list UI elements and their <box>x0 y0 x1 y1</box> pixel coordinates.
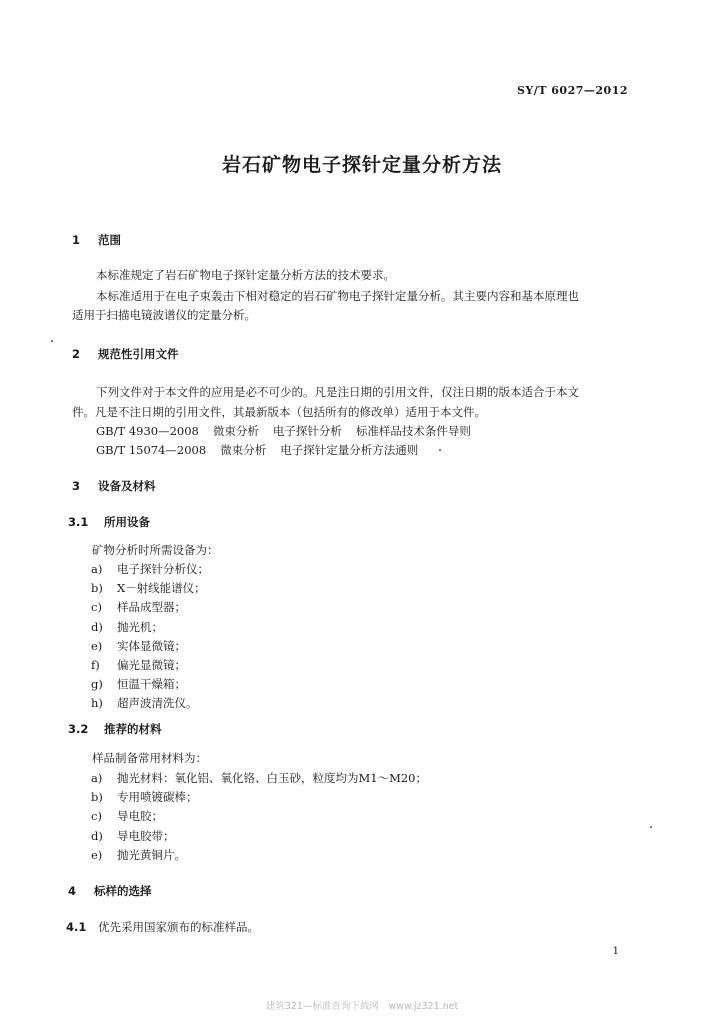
paragraph: 本标准适用于在电子束轰击下相对稳定的岩石矿物电子探针定量分析。其主要内容和基本原理也 <box>96 289 579 303</box>
list-item-text: 专用喷镀碳棒； <box>117 790 198 805</box>
list-marker: a) <box>91 771 103 785</box>
list-item <box>91 561 209 577</box>
list-marker: c) <box>91 809 102 824</box>
paragraph-continuation: 件。凡是不注日期的引用文件，其最新版本（包括所有的修改单）适用于本文件。 <box>72 405 486 419</box>
subsection-3-2-heading <box>68 721 162 737</box>
list-item-text: 电子探针分析仪； <box>117 562 209 576</box>
section-number: 1 <box>72 233 81 247</box>
reference-description: 标准样品技术条件导则 <box>355 424 471 438</box>
section-title: 设备及材料 <box>98 479 156 493</box>
list-marker: h) <box>91 696 103 711</box>
list-item <box>91 808 163 824</box>
document-title: 岩石矿物电子探针定量分析方法 <box>221 154 502 176</box>
list-item <box>91 789 198 805</box>
scan-speck <box>439 449 441 451</box>
paragraph-continuation: 适用于扫描电镜波谱仪的定量分析。 <box>72 308 256 322</box>
list-item <box>91 828 175 844</box>
reference-code: GB/T 4930—2008 <box>96 424 199 438</box>
list-item-text: 恒温干燥箱； <box>117 677 186 692</box>
normative-reference <box>96 442 432 458</box>
watermark: 建筑321—标准查询下载网 www.jz321.net <box>265 1001 459 1012</box>
list-item <box>91 695 198 711</box>
list-marker: f) <box>91 658 100 672</box>
list-item-text: 偏光显微镜； <box>117 658 186 672</box>
section-4-heading <box>68 883 152 899</box>
list-item <box>91 770 427 786</box>
page-number: 1 <box>612 946 619 957</box>
list-marker: e) <box>91 638 103 653</box>
subsection-title: 所用设备 <box>104 515 150 529</box>
list-item-text: 抛光材料：氧化铝、氧化铬、白玉砂，粒度均为M1～M20； <box>117 771 427 785</box>
section-number: 3 <box>72 479 81 493</box>
list-marker: d) <box>91 828 103 843</box>
list-marker: c) <box>91 600 102 615</box>
list-item-text: X－射线能谱仪； <box>117 581 206 596</box>
reference-subtitle: 电子探针分析 <box>272 424 342 438</box>
list-marker: a) <box>91 562 103 576</box>
list-item-text: 抛光机； <box>117 619 163 634</box>
normative-reference <box>96 423 485 439</box>
paragraph: 本标准规定了岩石矿物电子探针定量分析方法的技术要求。 <box>96 268 395 282</box>
list-item-text: 抛光黄铜片。 <box>117 847 186 862</box>
reference-code: GB/T 15074—2008 <box>96 443 207 457</box>
list-item <box>91 676 186 692</box>
section-title: 标样的选择 <box>94 884 152 898</box>
subsection-3-1-heading <box>68 514 150 530</box>
list-item <box>91 599 186 615</box>
section-title: 规范性引用文件 <box>98 347 179 361</box>
list-item <box>91 638 186 654</box>
scan-speck <box>650 826 652 828</box>
section-1-heading <box>72 232 121 248</box>
list-item-text: 导电胶； <box>117 809 163 824</box>
subsection-number: 3.1 <box>68 515 89 529</box>
list-item <box>91 847 186 863</box>
reference-title: 微束分析 <box>220 443 267 457</box>
paragraph: 下列文件对于本文件的应用是必不可少的。凡是注日期的引用文件，仅注日期的版本适合于本文 <box>96 385 579 399</box>
list-item-text: 导电胶带； <box>117 828 175 843</box>
subsection-number: 3.2 <box>68 722 89 736</box>
list-marker: g) <box>91 677 103 692</box>
subsection-title: 推荐的材料 <box>104 722 162 736</box>
clause-4-1 <box>66 918 259 937</box>
section-3-heading <box>72 478 156 494</box>
list-marker: d) <box>91 619 103 634</box>
list-item <box>91 580 206 596</box>
list-marker: b) <box>91 581 103 596</box>
section-number: 4 <box>68 884 77 898</box>
list-item-text: 超声波清洗仪。 <box>117 696 198 711</box>
section-2-heading <box>72 346 179 362</box>
clause-text: 优先采用国家颁布的标准样品。 <box>98 920 259 934</box>
standard-code: SY/T 6027—2012 <box>516 84 628 97</box>
section-title: 范围 <box>98 233 121 247</box>
list-marker: e) <box>91 847 103 862</box>
list-marker: b) <box>91 790 103 805</box>
list-item <box>91 619 163 635</box>
list-item <box>91 657 186 673</box>
clause-number: 4.1 <box>66 920 87 934</box>
reference-title: 微束分析 <box>212 424 259 438</box>
list-item-text: 样品成型器； <box>117 600 186 615</box>
section-number: 2 <box>72 347 81 361</box>
reference-subtitle: 电子探针定量分析方法通则 <box>280 443 419 457</box>
scan-speck <box>51 340 53 342</box>
paragraph: 矿物分析时所需设备为： <box>92 543 219 557</box>
paragraph: 样品制备常用材料为： <box>92 751 207 765</box>
list-item-text: 实体显微镜； <box>117 638 186 653</box>
